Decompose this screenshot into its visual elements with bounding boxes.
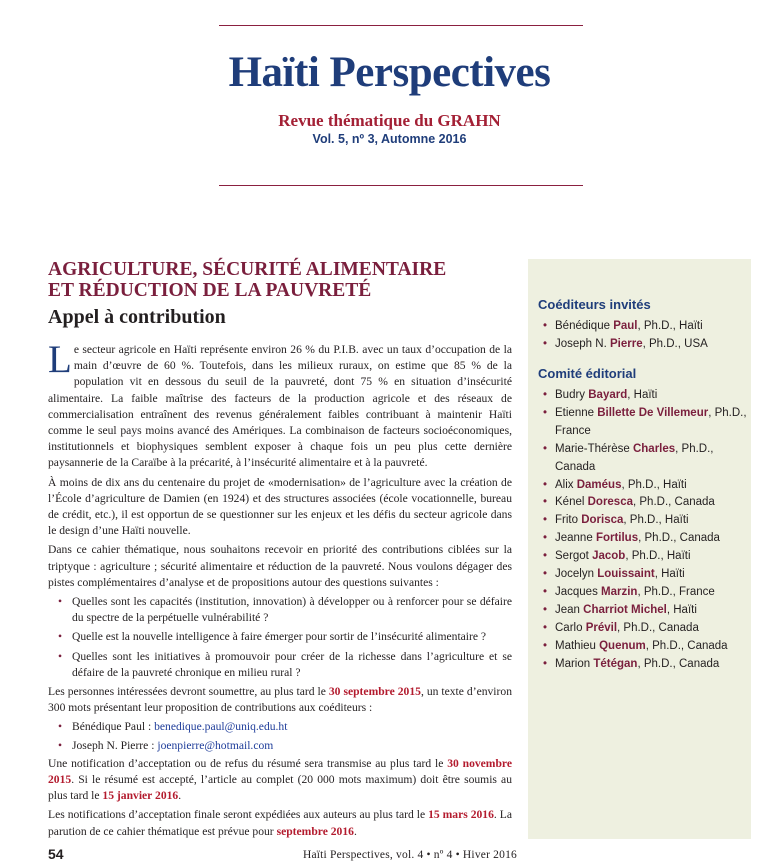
- article-subheading: Appel à contribution: [48, 306, 226, 328]
- submission-text-end: , un texte d’environ 300 mots présentant leur proposition de contributions aux coéditeurs :: [48, 685, 512, 715]
- publication-date: septembre 2016: [276, 824, 354, 838]
- credentials: , Haïti: [654, 568, 685, 581]
- drop-cap: L: [48, 338, 72, 381]
- credentials: , Ph.D., Haïti: [623, 514, 689, 527]
- first-name: Jacques: [555, 585, 602, 598]
- last-name: Fortilus: [595, 532, 639, 545]
- first-name: Frito: [555, 514, 582, 527]
- first-name: Budry: [555, 389, 589, 401]
- first-name: Jocelyn: [555, 568, 598, 581]
- article-heading: [48, 259, 518, 301]
- publication-text: Les notifications d’acceptation finale seront expédiées aux auteurs au plus tard le: [48, 808, 429, 822]
- question-item: • Quelles sont les capacités (institution, innovation) à développer ou à renforcer pour se défaire du spectre de la perpétuelle vulnérabilité ?: [48, 594, 512, 626]
- committee-item: [538, 602, 748, 620]
- committee-item: [538, 548, 748, 566]
- notification-text-end: .: [178, 789, 182, 803]
- submission-paragraph: [48, 684, 512, 716]
- last-name: Paul: [613, 320, 638, 332]
- submission-text: Les personnes intéressées devront soumettre, au plus tard le: [48, 685, 329, 699]
- credentials: , Ph.D., USA: [642, 337, 708, 350]
- first-name: Marion: [555, 657, 594, 670]
- first-name: Marie-Thérèse: [555, 442, 633, 455]
- committee-item: [538, 566, 748, 584]
- credentials: , Ph.D., Canada: [617, 621, 699, 634]
- email-link[interactable]: joenpierre@hotmail.com: [157, 738, 274, 752]
- committee-item: [538, 656, 748, 674]
- first-name: Sergot: [555, 550, 593, 563]
- committee-item: [538, 405, 748, 441]
- page-number: 54: [48, 846, 64, 862]
- notification-deadline: 30 novembre 2015: [48, 756, 512, 787]
- coeditors-heading: Coéditeurs invités: [538, 297, 651, 312]
- last-name: Charriot Michel: [583, 603, 667, 616]
- coeditor-item: [538, 336, 748, 354]
- credentials: , Haïti: [666, 603, 697, 616]
- publication-text-mid: . La parution de ce cahier thématique est prévue pour: [48, 808, 512, 838]
- intro-paragraph: [48, 338, 512, 472]
- credentials: , Ph.D., Canada: [555, 442, 714, 473]
- final-notification-date: 15 mars 2016: [428, 808, 494, 822]
- committee-item: [538, 620, 748, 638]
- contact-name: Joseph N. Pierre :: [72, 738, 158, 752]
- first-name: Bénédique: [555, 320, 614, 332]
- last-name: Bayard: [588, 389, 628, 401]
- first-name: Jeanne: [555, 532, 596, 545]
- email-link[interactable]: benedique.paul@uniq.edu.ht: [154, 720, 288, 734]
- publication-text-end: .: [353, 824, 357, 838]
- credentials: , Ph.D., Canada: [638, 532, 720, 545]
- contacts-list: [48, 719, 512, 753]
- last-name: Charles: [632, 442, 676, 455]
- last-name: Jacob: [592, 550, 626, 563]
- last-name: Marzin: [601, 585, 638, 598]
- credentials: , Ph.D., Canada: [633, 496, 715, 509]
- contact-item: [48, 719, 512, 735]
- last-name: Louissaint: [597, 568, 655, 581]
- first-name: Kénel: [555, 496, 588, 509]
- first-name: Carlo: [555, 621, 586, 634]
- first-name: Etienne: [555, 406, 598, 419]
- committee-list: [538, 387, 748, 674]
- credentials: , Ph.D., Haïti: [625, 550, 691, 563]
- last-name: Billette De Villemeur: [597, 406, 709, 419]
- last-name: Quenum: [599, 639, 646, 652]
- committee-item: [538, 638, 748, 656]
- publication-paragraph: [48, 807, 512, 839]
- masthead-top-rule: [219, 25, 583, 26]
- article-heading-line2: ET RÉDUCTION DE LA PAUVRETÉ: [48, 280, 372, 301]
- credentials: , Ph.D., Canada: [645, 639, 728, 652]
- committee-item: [538, 387, 748, 405]
- question-item: • Quelles sont les initiatives à promouvoir pour créer de la richesse dans l’agriculture et se défaire de la pauvreté chronique en milieu rural ?: [48, 649, 512, 681]
- credentials: , Haïti: [627, 389, 658, 401]
- credentials: , Ph.D., France: [637, 585, 715, 598]
- credentials: , Ph.D., Haïti: [621, 478, 687, 491]
- questions-list: [48, 594, 512, 681]
- masthead-bottom-rule: [219, 185, 583, 186]
- article-deadline: 15 janvier 2016: [102, 789, 179, 803]
- credentials: , Ph.D., France: [555, 406, 747, 437]
- contact-item: [48, 738, 512, 754]
- last-name: Prévil: [585, 621, 618, 634]
- article-heading-line1: AGRICULTURE, SÉCURITÉ ALIMENTAIRE: [48, 259, 447, 280]
- first-name: Joseph N.: [555, 337, 610, 350]
- editorial-sidebar: [528, 259, 751, 839]
- scope-paragraph: Dans ce cahier thématique, nous souhaitons recevoir en priorité des contributions ciblées sur la triptyque : agriculture ; sécurité alimentaire et réduction de la pauvreté. Nous voulons dégager des pistes complémentaires d’analyse et de propositions autour des questions suivantes :: [48, 543, 512, 589]
- notification-text-mid: . Si le résumé est accepté, l’article au complet (20 000 mots maximum) doit être soumis au plus tard le: [48, 773, 512, 803]
- committee-item: [538, 441, 748, 477]
- coeditor-item: [538, 318, 748, 336]
- committee-item: [538, 512, 748, 530]
- first-name: Mathieu: [555, 639, 600, 652]
- notification-text: Une notification d’acceptation ou de refus du résumé sera transmise au plus tard le: [48, 756, 448, 770]
- last-name: Dorisca: [581, 514, 624, 527]
- journal-title: Haïti Perspectives: [228, 49, 551, 96]
- credentials: , Ph.D., Canada: [637, 657, 720, 670]
- last-name: Tétégan: [593, 657, 638, 670]
- last-name: Doresca: [587, 496, 633, 509]
- coeditors-list: [538, 318, 748, 354]
- committee-item: [538, 584, 748, 602]
- credentials: , Ph.D., Haïti: [637, 320, 703, 332]
- notification-paragraph: [48, 756, 512, 805]
- intro-text: e secteur agricole en Haïti représente environ 26 % du P.I.B. avec un taux d’occupation de la main d’œuvre de 60 %. Toutefois, dans les milieux ruraux, on estime que 85 % de la population vit en dessous du seuil de la pauvreté, dont 75 % en situation d’insécurité alimentaire. La faible maîtrise des facteurs de la production agricole et des réseaux de commercialisation entraînent des revenus généralement faibles contribuant à maintenir Haïti comme le seul pays moins avancé des Amériques. La combinaison de facteurs socioéconomiques, institutionnels et biophysiques semblent exposer à chaque fois un peu plus cette dernière paysannerie de la Caraïbe à la précarité, à l’insécurité alimentaire et à la pauvreté.: [48, 343, 512, 470]
- question-item: • Quelle est la nouvelle intelligence à faire émerger pour sortir de l’insécurité alimentaire ?: [48, 629, 512, 645]
- contact-name: Bénédique Paul :: [72, 720, 155, 734]
- first-name: Alix: [555, 478, 577, 491]
- submission-deadline: 30 septembre 2015: [328, 685, 421, 699]
- journal-subtitle: Revue thématique du GRAHN: [278, 111, 501, 130]
- running-head: Haïti Perspectives, vol. 4 • nº 4 • Hiver 2016: [302, 849, 517, 861]
- first-name: Jean: [555, 603, 584, 616]
- last-name: Pierre: [609, 337, 643, 350]
- committee-heading: Comité éditorial: [538, 366, 637, 381]
- issue-info: Vol. 5, nº 3, Automne 2016: [312, 132, 467, 146]
- committee-item: [538, 494, 748, 512]
- last-name: Daméus: [576, 478, 622, 491]
- committee-item: [538, 530, 748, 548]
- committee-item: [538, 477, 748, 495]
- context-paragraph: À moins de dix ans du centenaire du projet de «modernisation» de l’agriculture avec la création de l’École d’agriculture de Damien (en 1924) et des structures associées (école vocationnelle, bureau de crédit, etc.), il est opportun de se questionner sur les enjeux et les défis du secteur agricole dans le design d’une Haïti nouvelle.: [48, 475, 512, 538]
- article-body: [48, 338, 512, 843]
